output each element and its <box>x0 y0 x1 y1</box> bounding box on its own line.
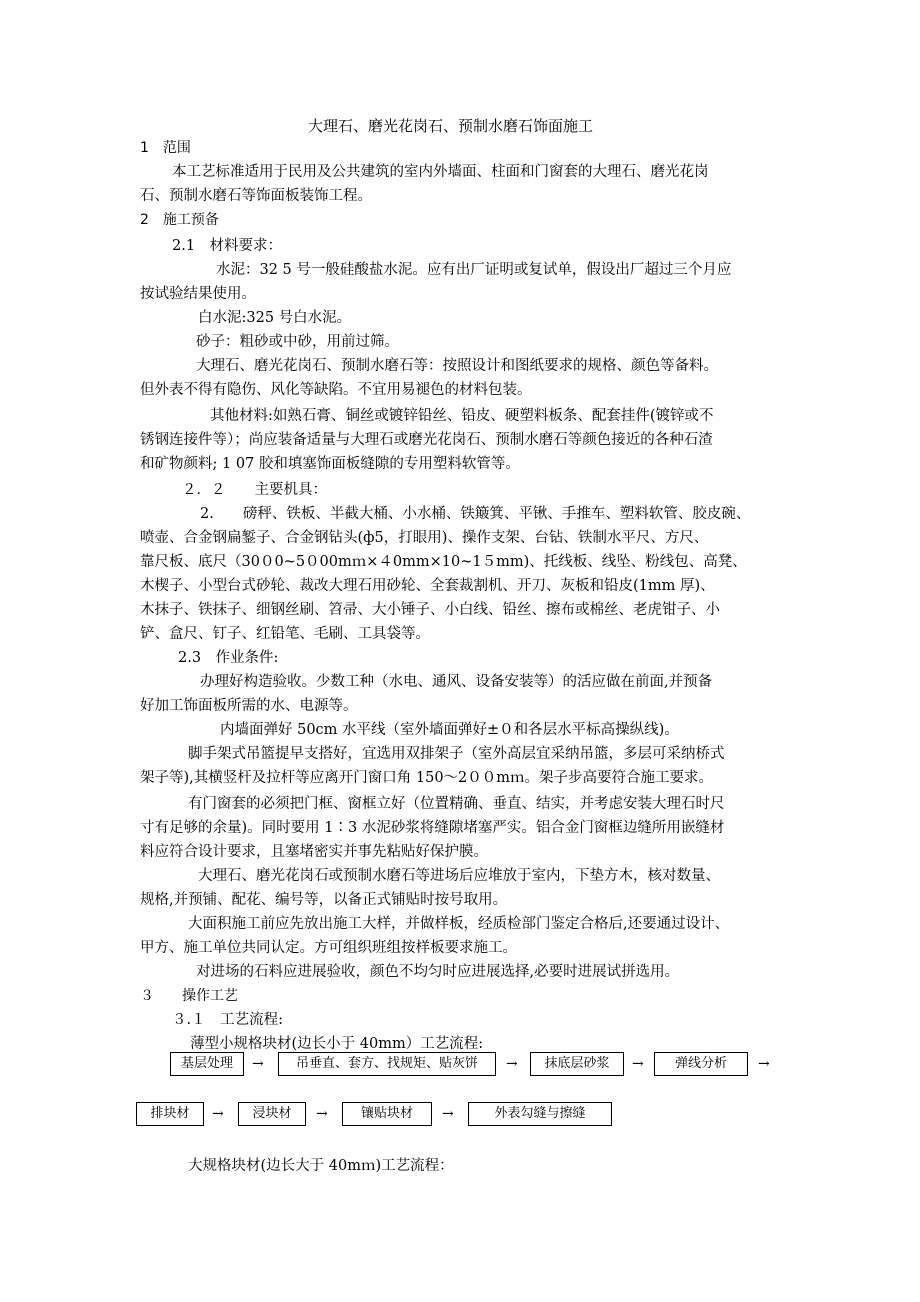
paragraph-line: 白水泥:325 号白水泥。 <box>198 310 352 326</box>
subsection-3-1: ３.１ 工艺流程: <box>172 1012 283 1028</box>
small-block-flow-label: 薄型小规格块材(边长小于 40mm）工艺流程: <box>190 1036 484 1052</box>
flow-arrow: → <box>758 1056 770 1072</box>
paragraph-line: 甲方、施工单位共同认定。方可组织班组按样板要求施工。 <box>140 940 517 956</box>
section-3-heading: ３ 操作工艺 <box>140 988 238 1004</box>
paragraph-line: 2. 磅秤、铁板、半截大桶、小水桶、铁簸箕、平锹、手推车、塑料软管、胶皮碗、 <box>200 506 751 522</box>
section-1-heading: 1 范围 <box>140 140 191 156</box>
flow-step-plumb-square: 吊垂直、套方、找规矩、贴灰饼 <box>278 1052 496 1076</box>
paragraph-line: 料应符合设计要求，且塞堵密实并事先粘贴好保护膜。 <box>140 844 488 860</box>
large-block-flow-label: 大规格块材(边长大于 40mｍ)工艺流程： <box>188 1158 454 1174</box>
paragraph-line: 脚手架式吊篮提早支搭好，宜选用双排架子（室外高层宜采纳吊篮，多层可采纳桥式 <box>188 746 725 762</box>
page-title: 大理石、磨光花岗石、预制水磨石饰面施工 <box>308 117 594 135</box>
flow-step-line-analysis: 弹线分析 <box>654 1052 748 1076</box>
paragraph-line: 水泥：32 5 号一般硅酸盐水泥。应有出厂证明或复试单，假设出厂超过三个月应 <box>216 262 732 278</box>
paragraph-line: 好加工饰面板所需的水、电源等。 <box>140 698 358 714</box>
subsection-2-1: 2.1 材料要求： <box>172 238 283 254</box>
flow-arrow: → <box>632 1056 644 1072</box>
paragraph-line: 本工艺标准适用于民用及公共建筑的室内外墙面、柱面和门窗套的大理石、磨光花岗 <box>172 164 709 180</box>
paragraph-line: 其他材料:如熟石膏、铜丝或镀锌铅丝、铅皮、硬塑料板条、配套挂件(镀锌或不 <box>210 408 714 424</box>
paragraph-line: 大面积施工前应先放出施工大样，并做样板，经质检部门鉴定合格后,还要通过设计、 <box>188 916 730 932</box>
subsection-2-3: 2.3 作业条件: <box>178 650 279 666</box>
flow-arrow: → <box>316 1106 328 1122</box>
section-2-heading: 2 施工预备 <box>140 212 219 228</box>
subsection-2-2: ２．２ 主要机具： <box>182 482 327 498</box>
flow-step-base-mortar: 抹底层砂浆 <box>530 1052 624 1076</box>
paragraph-line: 规格,并预铺、配花、编号等，以备正式铺贴时按号取用。 <box>140 892 508 908</box>
flow-step-set-blocks: 镶贴块材 <box>342 1102 432 1126</box>
flow-step-soak-blocks: 浸块材 <box>238 1102 306 1126</box>
flow-arrow: → <box>506 1056 518 1072</box>
paragraph-line: 铲、盒尺、钉子、红铅笔、毛刷、工具袋等。 <box>140 626 430 642</box>
paragraph-line: 石、预制水磨石等饰面板装饰工程。 <box>140 188 372 204</box>
paragraph-line: 寸有足够的余量)。同时要用 1∶3 水泥砂浆将缝隙堵塞严实。铝合金门窗框边缝所用嵌缝材 <box>140 820 725 836</box>
paragraph-line: 内墙面弹好 50cm 水平线（室外墙面弹好±０和各层水平标高操纵线)。 <box>220 722 679 738</box>
flow-arrow: → <box>252 1056 264 1072</box>
paragraph-line: 喷壶、合金钢扁錾子、合金钢钻头(ф5，打眼用)、操作支架、台钻、铁制水平尺、方尺、 <box>140 530 709 546</box>
paragraph-line: 办理好构造验收。少数工种（水电、通风、设备安装等）的活应做在前面,并预备 <box>200 674 713 690</box>
paragraph-line: 架子等),其横竖杆及拉杆等应离开门窗口角 150～2００mｍ。架子步高要符合施工要求。 <box>140 770 714 786</box>
paragraph-line: 大理石、磨光花岗石或预制水磨石等进场后应堆放于室内，下垫方木，核对数量、 <box>198 868 720 884</box>
paragraph-line: 按试验结果使用。 <box>140 286 256 302</box>
paragraph-line: 砂子：粗砂或中砂，用前过筛。 <box>196 334 399 350</box>
paragraph-line: 但外表不得有隐伤、风化等缺陷。不宜用易褪色的材料包装。 <box>140 382 532 398</box>
flow-step-joint-pointing: 外表勾缝与擦缝 <box>468 1102 612 1126</box>
paragraph-line: 锈钢连接件等）；尚应装备适量与大理石或磨光花岗石、预制水磨石等颜色接近的各种石渣 <box>140 432 713 448</box>
paragraph-line: 对进场的石料应进展验收，颜色不均匀时应进展选择,必要时进展试拼选用。 <box>196 964 680 980</box>
paragraph-line: 靠尺板、底尺（30０0~5０00mｍ×４0mm×10~1５mm)、托线板、线坠、粉线包、高凳、 <box>140 554 747 570</box>
paragraph-line: 有门窗套的必须把门框、窗框立好（位置精确、垂直、结实，并考虑安装大理石时尺 <box>188 796 725 812</box>
paragraph-line: 大理石、磨光花岗石、预制水磨石等：按照设计和图纸要求的规格、颜色等备料。 <box>196 358 718 374</box>
flow-arrow: → <box>212 1106 224 1122</box>
paragraph-line: 木抹子、铁抹子、细钢丝刷、笤帚、大小锤子、小白线、铅丝、擦布或棉丝、老虎钳子、小 <box>140 602 720 618</box>
paragraph-line: 木楔子、小型台式砂轮、裁改大理石用砂轮、全套裁割机、开刀、灰板和铅皮(1mm 厚)、 <box>140 578 715 594</box>
flow-step-arrange-blocks: 排块材 <box>136 1102 204 1126</box>
flow-step-base-treatment: 基层处理 <box>170 1052 244 1076</box>
flow-arrow: → <box>442 1106 454 1122</box>
paragraph-line: 和矿物颜料; 1 07 胶和填塞饰面板缝隙的专用塑料软管等。 <box>140 456 520 472</box>
